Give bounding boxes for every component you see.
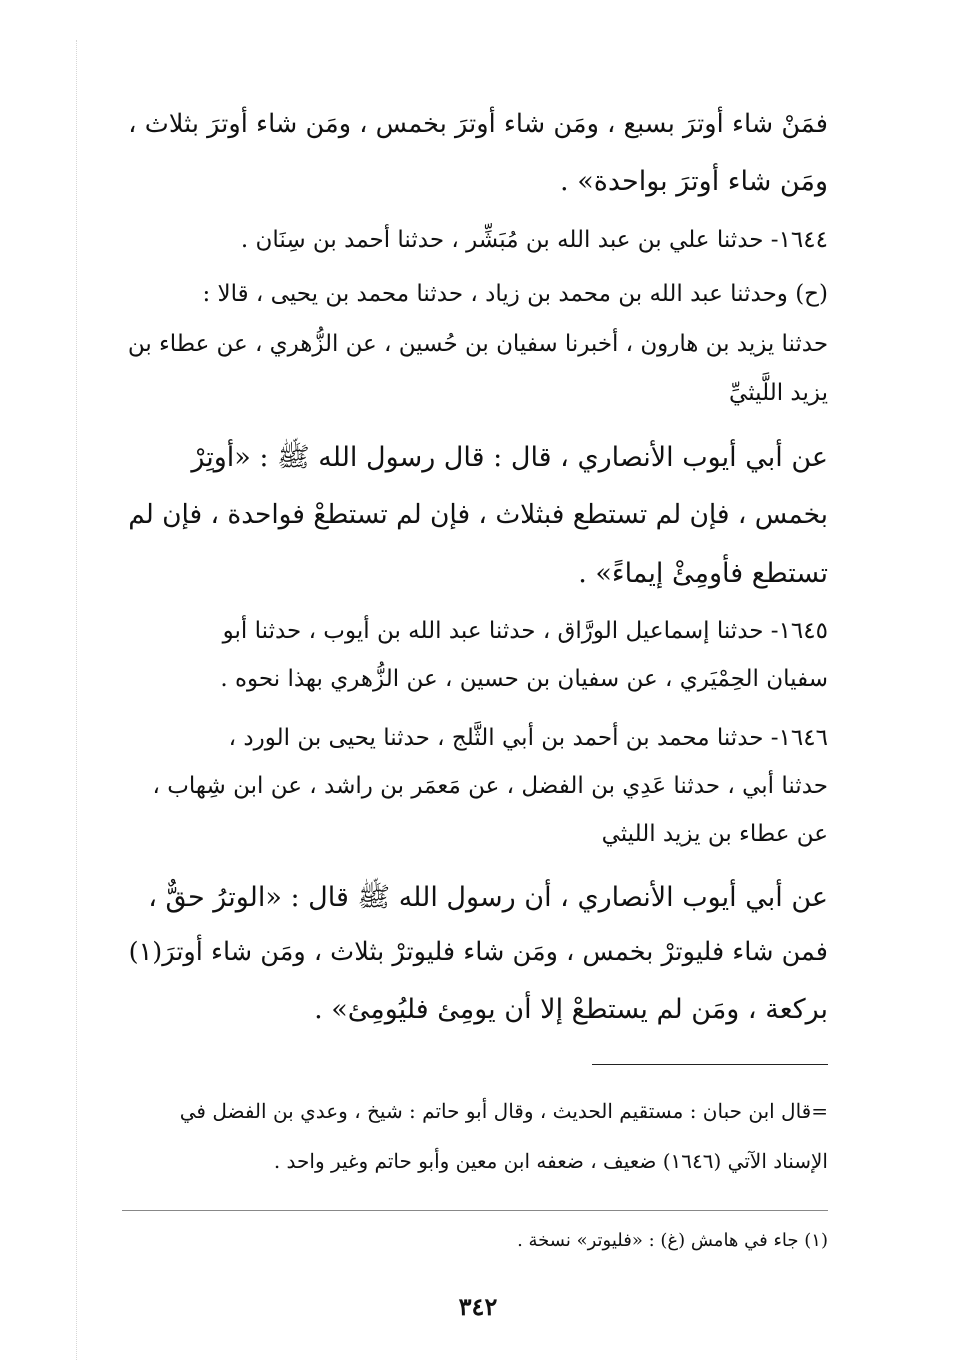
hadith-number-1645: ١٦٤٥- حدثنا إسماعيل الورَّاق ، حدثنا عبد الله بن أيوب ، حدثنا أبو xyxy=(222,618,828,644)
note-line: =قال ابن حبان : مستقيم الحديث ، وقال أبو حاتم : شيخ ، وعدي بن الفضل في xyxy=(179,1099,828,1123)
text-line: ومَن شاء أوترَ بواحدة» . xyxy=(560,166,828,197)
footnote-divider xyxy=(122,1210,828,1211)
text-line: بخمس ، فإن لم تستطع فبثلاث ، فإن لم تستطعْ فواحدة ، فإن لم xyxy=(128,500,828,530)
margin-guide xyxy=(76,40,77,1360)
text-line: حدثنا أبي ، حدثنا عَدِي بن الفضل ، عن مَعمَر بن راشد ، عن ابن شِهاب ، xyxy=(152,773,828,799)
text-line: فمن شاء فليوترْ بخمس ، ومَن شاء فليوترْ بثلاث ، ومَن شاء أوترَ(١) xyxy=(128,937,828,967)
text-line: عن أبي أيوب الأنصاري ، أن رسول الله ﷺ قال : «الوترُ حقٌّ ، xyxy=(148,882,828,913)
text-line: (ح) وحدثنا عبد الله بن محمد بن زياد ، حدثنا محمد بن يحيى ، قالا : xyxy=(202,281,828,307)
hadith-number-1644: ١٦٤٤- حدثنا علي بن عبد الله بن مُبَشِّر ، حدثنا أحمد بن سِنَان . xyxy=(240,227,828,253)
footnote-separator xyxy=(592,1064,828,1065)
text-line: عن أبي أيوب الأنصاري ، قال : قال رسول الله ﷺ : «أوتِرْ xyxy=(191,442,828,473)
text-line: يزيد اللَّيثيِّ xyxy=(729,380,828,406)
text-line: عن عطاء بن يزيد الليثي xyxy=(601,821,828,847)
page-number: ٣٤٢ xyxy=(458,1292,498,1321)
text-line: بركعة ، ومَن لم يستطعْ إلا أن يومِئ فليُومِئ» . xyxy=(314,994,828,1025)
text-line: تستطع فأومِئْ إيماءً» . xyxy=(578,558,828,589)
footnote: (١) جاء في هامش (غ) : «فليوتر» نسخة . xyxy=(517,1230,828,1251)
hadith-number-1646: ١٦٤٦- حدثنا محمد بن أحمد بن أبي الثَّلج ، حدثنا يحيى بن الورد ، xyxy=(228,725,828,751)
text-line: سفيان الحِمْيَري ، عن سفيان بن حسين ، عن الزُّهري بهذا نحوه . xyxy=(220,666,828,692)
text-line: فمَنْ شاء أوترَ بسبع ، ومَن شاء أوترَ بخمس ، ومَن شاء أوترَ بثلاث ، xyxy=(128,109,828,139)
note-line: الإسناد الآتي (١٦٤٦) ضعيف ، ضعفه ابن معين وأبو حاتم وغير واحد . xyxy=(273,1149,828,1173)
text-line: حدثنا يزيد بن هارون ، أخبرنا سفيان بن حُسين ، عن الزُّهري ، عن عطاء بن xyxy=(127,331,828,357)
